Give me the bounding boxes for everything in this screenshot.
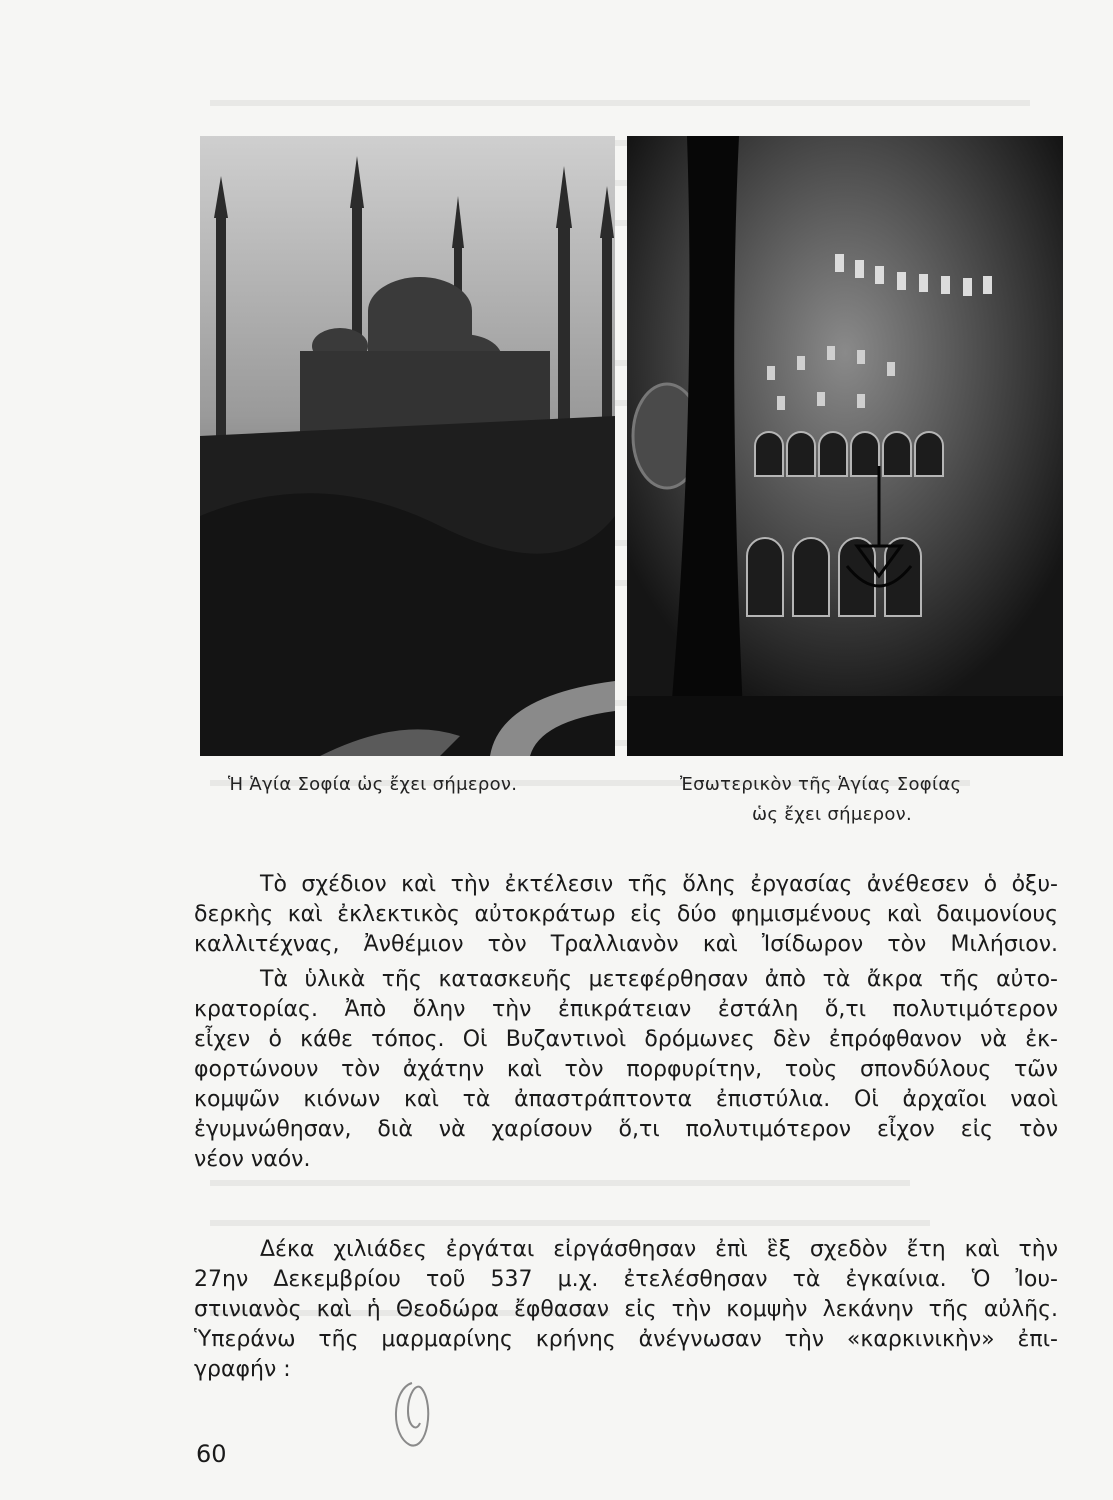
- photo-hagia-sophia-exterior: [200, 136, 615, 756]
- caption-right-line-2: ὡς ἔχει σήμερον.: [752, 804, 913, 825]
- text-line: Τὰ ὑλικὰ τῆς κατασκευῆς μετεφέρθησαν ἀπὸ τὰ ἄκρα τῆς αὐτο-: [260, 967, 1058, 992]
- text-line: Δέκα χιλιάδες ἐργάται εἰργάσθησαν ἐπὶ ἓξ σχεδὸν ἔτη καὶ τὴν: [260, 1237, 1058, 1262]
- text-line: Τὸ σχέδιον καὶ τὴν ἐκτέλεσιν τῆς ὅλης ἐργασίας ἀνέθεσεν ὁ ὀξυ-: [260, 872, 1058, 897]
- paragraph-3: [194, 1235, 1058, 1385]
- text-line: 27ην Δεκεμβρίου τοῦ 537 μ.χ. ἐτελέσθησαν τὰ ἐγκαίνια. Ὁ Ἰου-: [194, 1267, 1058, 1292]
- text-line: κομψῶν κιόνων καὶ τὰ ἀπαστράπτοντα ἐπιστύλια. Οἱ ἀρχαῖοι ναοὶ: [194, 1087, 1058, 1112]
- text-line: ἐγυμνώθησαν, διὰ νὰ χαρίσουν ὅ,τι πολυτιμότερον εἶχον εἰς τὸν: [194, 1117, 1058, 1142]
- paragraph-1: [194, 870, 1058, 960]
- text-line: φορτώνουν τὸν ἀχάτην καὶ τὸν πορφυρίτην, τοὺς σπονδύλους τῶν: [194, 1057, 1058, 1082]
- text-line: καλλιτέχνας, Ἀνθέμιον τὸν Τραλλιανὸν καὶ Ἰσίδωρον τὸν Μιλήσιον.: [194, 932, 1058, 957]
- text-line: νέον ναόν.: [194, 1147, 311, 1172]
- paragraph-2: [194, 965, 1058, 1175]
- text-line: Ὑπεράνω τῆς μαρμαρίνης κρήνης ἀνέγνωσαν τὴν «καρκινικὴν» ἐπι-: [194, 1327, 1058, 1352]
- caption-right-line-1: Ἐσωτερικὸν τῆς Ἁγίας Σοφίας: [680, 774, 962, 795]
- text-line: εἶχεν ὁ κάθε τόπος. Οἱ Βυζαντινοὶ δρόμωνες δὲν ἐπρόφθανον νὰ ἐκ-: [194, 1027, 1058, 1052]
- photo-hagia-sophia-interior: [627, 136, 1063, 756]
- text-line: δερκὴς καὶ ἐκλεκτικὸς αὐτοκράτωρ εἰς δύο φημισμένους καὶ δαιμονίους: [194, 902, 1058, 927]
- text-line: γραφήν :: [194, 1357, 291, 1382]
- text-line: κρατορίας. Ἀπὸ ὅλην τὴν ἐπικράτειαν ἐστάλη ὅ,τι πολυτιμότερον: [194, 997, 1058, 1022]
- text-line: στινιανὸς καὶ ἡ Θεοδώρα ἔφθασαν εἰς τὴν κομψὴν λεκάνην τῆς αὐλῆς.: [194, 1297, 1058, 1322]
- pencil-mark-icon: [382, 1375, 442, 1455]
- caption-left: Ἡ Ἁγία Σοφία ὡς ἔχει σήμερον.: [228, 774, 518, 795]
- page-number: 60: [196, 1440, 227, 1468]
